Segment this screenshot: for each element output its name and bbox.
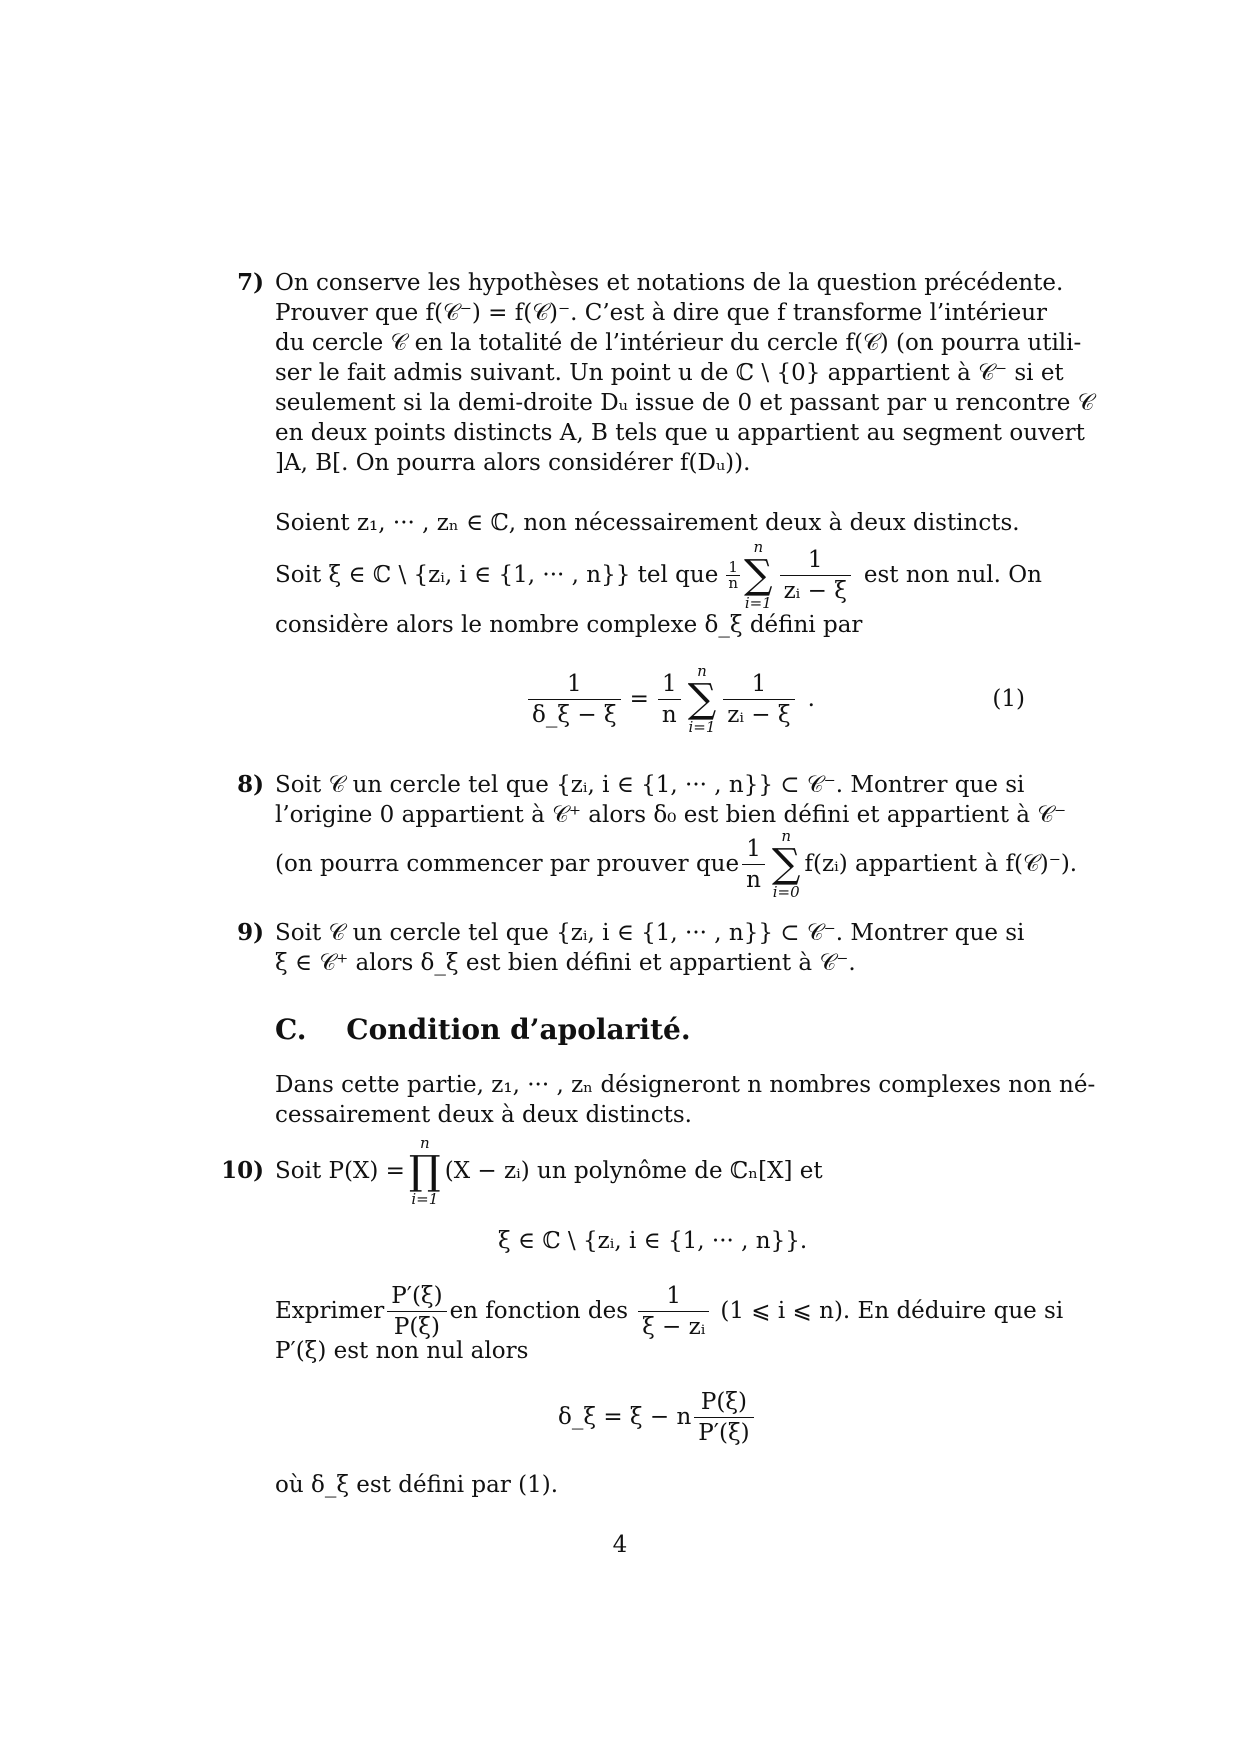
question-8-number: 8) bbox=[237, 771, 264, 798]
q7-line-1: On conserve les hypothèses et notations de la question précédente. bbox=[275, 270, 1064, 296]
q10-fraction-3 bbox=[694, 1387, 753, 1448]
intro-term-fraction bbox=[780, 545, 851, 606]
eq1-coef-num: 1 bbox=[658, 669, 681, 700]
page-number: 4 bbox=[612, 1532, 628, 1558]
equation-1 bbox=[525, 662, 815, 736]
q8-line-3-pre: (on pourra commencer par prouver que bbox=[275, 851, 740, 877]
q10-final-line: où δ_ξ est défini par (1). bbox=[275, 1472, 559, 1498]
equation-1-label: (1) bbox=[992, 686, 1025, 712]
eq1-equals: = bbox=[629, 686, 649, 712]
section-c-line-1: Dans cette partie, z₁, ··· , zₙ désigneront n nombres complexes non né- bbox=[275, 1072, 1096, 1098]
eq1-term-fraction bbox=[723, 669, 794, 730]
intro-sum-lower: i=1 bbox=[744, 594, 772, 612]
q10-soit: Soit P(X) = bbox=[275, 1158, 405, 1184]
q10-line-1 bbox=[275, 1130, 823, 1212]
q10-centered-formula: ξ ∈ ℂ \ {zᵢ, i ∈ {1, ··· , n}}. bbox=[498, 1228, 808, 1254]
eq1-lhs-fraction bbox=[528, 669, 621, 730]
question-8-text bbox=[275, 770, 1067, 830]
question-9-text bbox=[275, 918, 1030, 978]
intro-small-fraction-num: 1 bbox=[726, 560, 740, 576]
sum-symbol: ∑ bbox=[771, 841, 801, 887]
q10-fraction-2 bbox=[638, 1281, 709, 1342]
q8-fraction bbox=[742, 834, 765, 895]
q10-delta: δ_ξ = ξ − n bbox=[558, 1404, 692, 1430]
q10-product bbox=[409, 1135, 441, 1207]
intro-line-3: considère alors le nombre complexe δ_ξ défini par bbox=[275, 612, 863, 638]
q10-prod-upper: n bbox=[419, 1134, 430, 1152]
question-7-text bbox=[275, 268, 1095, 478]
intro-after: est non nul. On bbox=[863, 562, 1042, 588]
q10-f1-num: P′(ξ) bbox=[387, 1281, 446, 1312]
intro-line-1: Soient z₁, ··· , zₙ ∈ ℂ, non nécessairement deux à deux distincts. bbox=[275, 510, 1020, 536]
section-c-intro bbox=[275, 1070, 1096, 1130]
intro-term-num: 1 bbox=[780, 545, 851, 576]
q8-line-2: l’origine 0 appartient à 𝒞⁺ alors δ₀ est bien défini et appartient à 𝒞⁻ bbox=[275, 802, 1067, 828]
q10-fraction-1 bbox=[387, 1281, 446, 1342]
question-9-number: 9) bbox=[237, 919, 264, 946]
question-7-number: 7) bbox=[237, 269, 264, 296]
intro-small-fraction-den: n bbox=[728, 573, 738, 592]
q9-line-1: Soit 𝒞 un cercle tel que {zᵢ, i ∈ {1, ··· , n}} ⊂ 𝒞⁻. Montrer que si bbox=[275, 920, 1025, 946]
intro-paragraph bbox=[275, 508, 1030, 538]
section-c-title: Condition d’apolarité. bbox=[346, 1013, 691, 1046]
section-c-label: C. bbox=[275, 1013, 307, 1046]
intro-sum-upper: n bbox=[753, 538, 764, 556]
q8-sum-upper: n bbox=[781, 827, 792, 845]
eq1-lhs-den: δ_ξ − ξ bbox=[532, 701, 617, 728]
q10-delta-formula bbox=[558, 1382, 757, 1452]
eq1-sum-lower: i=1 bbox=[688, 718, 716, 736]
q10-exprimer: Exprimer bbox=[275, 1298, 385, 1324]
q7-line-4: ser le fait admis suivant. Un point u de ℂ \ {0} appartient à 𝒞⁻ si et bbox=[275, 360, 1064, 386]
q7-line-6: en deux points distincts A, B tels que u appartient au segment ouvert bbox=[275, 420, 1085, 446]
eq1-coef-fraction bbox=[658, 669, 681, 730]
q10-f2-num: 1 bbox=[638, 1281, 709, 1312]
q10-f3-num: P(ξ) bbox=[694, 1387, 753, 1418]
q8-fraction-den: n bbox=[746, 866, 761, 893]
q8-fraction-num: 1 bbox=[742, 834, 765, 865]
q9-line-2: ξ ∈ 𝒞⁺ alors δ_ξ est bien défini et appartient à 𝒞⁻. bbox=[275, 950, 856, 976]
eq1-sum-upper: n bbox=[697, 662, 707, 680]
intro-soit: Soit ξ ∈ ℂ \ {zᵢ, i ∈ {1, ··· , n}} tel que bbox=[275, 562, 719, 588]
eq1-sum bbox=[688, 663, 717, 735]
q8-line-1: Soit 𝒞 un cercle tel que {zᵢ, i ∈ {1, ··· , n}} ⊂ 𝒞⁻. Montrer que si bbox=[275, 772, 1025, 798]
intro-small-fraction bbox=[726, 557, 740, 592]
section-c-line-2: cessairement deux à deux distincts. bbox=[275, 1102, 692, 1128]
eq1-lhs-num: 1 bbox=[528, 669, 621, 700]
eq1-term-num: 1 bbox=[723, 669, 794, 700]
q10-prod-lower: i=1 bbox=[411, 1190, 439, 1208]
eq1-dot: . bbox=[807, 686, 815, 712]
q8-line-3-post: f(zᵢ) appartient à f(𝒞)⁻). bbox=[804, 851, 1078, 877]
intro-definition-line bbox=[275, 538, 1042, 612]
section-c-heading bbox=[275, 1015, 691, 1045]
q7-line-5: seulement si la demi-droite Dᵤ issue de 0 et passant par u rencontre 𝒞 bbox=[275, 390, 1095, 416]
question-10-number: 10) bbox=[221, 1157, 264, 1184]
q8-line-3 bbox=[275, 828, 1077, 900]
eq1-term-den: zᵢ − ξ bbox=[727, 701, 791, 728]
sum-symbol: ∑ bbox=[744, 552, 773, 598]
q10-line-3: P′(ξ) est non nul alors bbox=[275, 1338, 529, 1364]
q8-sum-lower: i=0 bbox=[772, 883, 800, 901]
product-symbol: ∏ bbox=[408, 1148, 441, 1194]
intro-term-den: zᵢ − ξ bbox=[783, 577, 847, 604]
sum-symbol: ∑ bbox=[687, 676, 717, 722]
intro-sum bbox=[744, 539, 773, 611]
q10-tail: (1 ⩽ i ⩽ n). En déduire que si bbox=[720, 1298, 1064, 1324]
q10-prod-term: (X − zᵢ) un polynôme de ℂₙ[X] et bbox=[444, 1158, 823, 1184]
q10-f3-den: P′(ξ) bbox=[698, 1419, 750, 1446]
q10-mid: en fonction des bbox=[449, 1298, 629, 1324]
q10-f2-den: ξ − zᵢ bbox=[642, 1313, 706, 1340]
eq1-coef-den: n bbox=[661, 701, 677, 728]
q7-line-7: ]A, B[. On pourra alors considérer f(Dᵤ)). bbox=[275, 450, 751, 476]
q7-line-3: du cercle 𝒞 en la totalité de l’intérieur du cercle f(𝒞) (on pourra utili- bbox=[275, 330, 1082, 356]
q8-sum bbox=[772, 828, 801, 900]
q7-line-2: Prouver que f(𝒞⁻) = f(𝒞)⁻. C’est à dire que f transforme l’intérieur bbox=[275, 300, 1048, 326]
q10-f1-den: P(ξ) bbox=[393, 1313, 440, 1340]
